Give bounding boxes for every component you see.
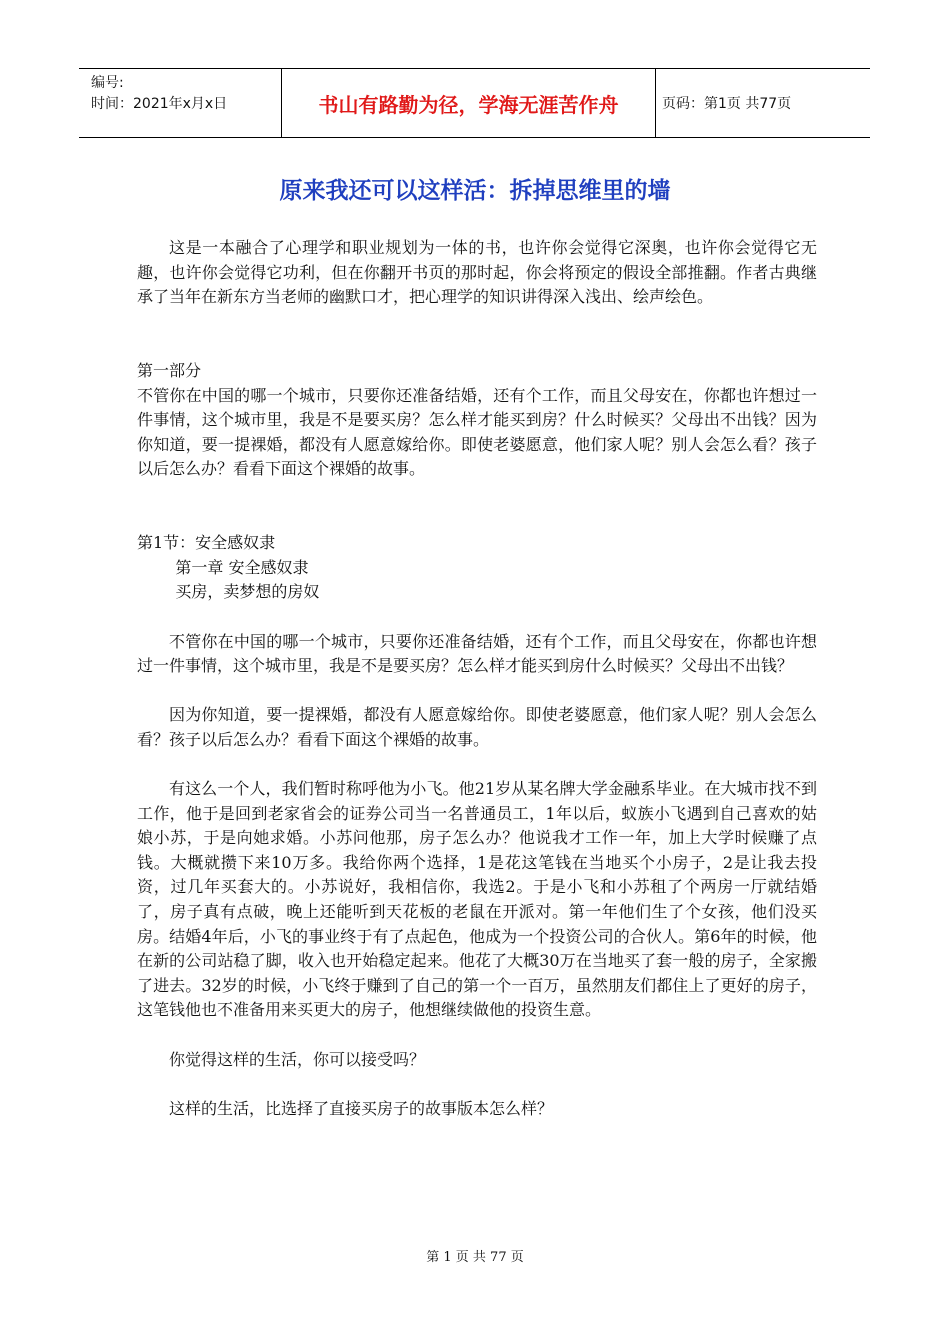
page-footer: 第 1 页 共 77 页 <box>426 1250 524 1265</box>
header-motto: 书山有路勤为径，学海无涯苦作舟 <box>282 69 656 137</box>
header-table <box>79 68 870 138</box>
body-paragraph-5: 这样的生活，比选择了直接买房子的故事版本怎么样？ <box>169 1098 554 1118</box>
part1-heading: 第一部分 <box>137 360 202 380</box>
header-meta <box>79 69 282 137</box>
chapter-heading: 第一章 安全感奴隶 <box>175 557 309 577</box>
chapter-subtitle: 买房，卖梦想的房奴 <box>175 582 320 602</box>
document-body <box>137 236 817 1121</box>
body-paragraph-2: 因为你知道，要一提裸婚，都没有人愿意嫁给你。即使老婆愿意，他们家人呢？别人会怎么看？孩子以后怎么办？看看下面这个裸婚的故事。 <box>137 705 817 749</box>
body-paragraph-4: 你觉得这样的生活，你可以接受吗？ <box>169 1049 426 1069</box>
header-page-label: 页码：第1页 共77页 <box>662 96 792 112</box>
part1-paragraph: 不管你在中国的哪一个城市，只要你还准备结婚，还有个工作，而且父母安在，你都也许想过一件事情，这个城市里，我是不是要买房？怎么样才能买到房？什么时候买？父母出不出钱？因为你知道，要一提裸婚，都没有人愿意嫁给你。即使老婆愿意，他们家人呢？别人会怎么看？孩子以后怎么办？看看下面这个裸婚的故事。 <box>137 385 817 479</box>
document-title: 原来我还可以这样活：拆掉思维里的墙 <box>279 178 671 204</box>
section-heading: 第1节：安全感奴隶 <box>137 533 276 553</box>
number-label: 编号: <box>91 75 124 91</box>
body-paragraph-1: 不管你在中国的哪一个城市，只要你还准备结婚，还有个工作，而且父母安在，你都也许想过一件事情，这个城市里，我是不是要买房？怎么样才能买到房什么时候买？父母出不出钱？ <box>137 631 817 676</box>
time-label: 时间：2021年x月x日 <box>91 96 228 112</box>
intro-paragraph: 这是一本融合了心理学和职业规划为一体的书，也许你会觉得它深奥，也许你会觉得它无趣，也许你会觉得它功利，但在你翻开书页的那时起，你会将预定的假设全部推翻。作者古典继承了当年在新东方当老师的幽默口才，把心理学的知识讲得深入浅出、绘声绘色。 <box>137 238 817 307</box>
body-paragraph-3: 有这么一个人，我们暂时称呼他为小飞。他21岁从某名牌大学金融系毕业。在大城市找不到工作，他于是回到老家省会的证券公司当一名普通员工，1年以后，蚁族小飞遇到自己喜欢的姑娘小苏，于是向她求婚。小苏问他那，房子怎么办？他说我才工作一年，加上大学时候赚了点钱。大概就攒下来10万多。我给你两个选择，1是花这笔钱在当地买个小房子，2是让我去投资，过几年买套大的。小苏说好，我相信你，我选2。于是小飞和小苏租了个两房一厅就结婚了，房子真有点破，晚上还能听到天花板的老鼠在开派对。第一年他们生了个女孩，他们没买房。结婚4年后，小飞的事业终于有了点起色，他成为一个投资公司的合伙人。第6年的时候，他在新的公司站稳了脚，收入也开始稳定起来。他花了大概30万在当地买了套一般的房子，全家搬了进去。32岁的时候，小飞终于赚到了自己的第一个一百万，虽然朋友们都住上了更好的房子，这笔钱他也不准备用来买更大的房子，他想继续做他的投资生意。 <box>137 779 817 1020</box>
